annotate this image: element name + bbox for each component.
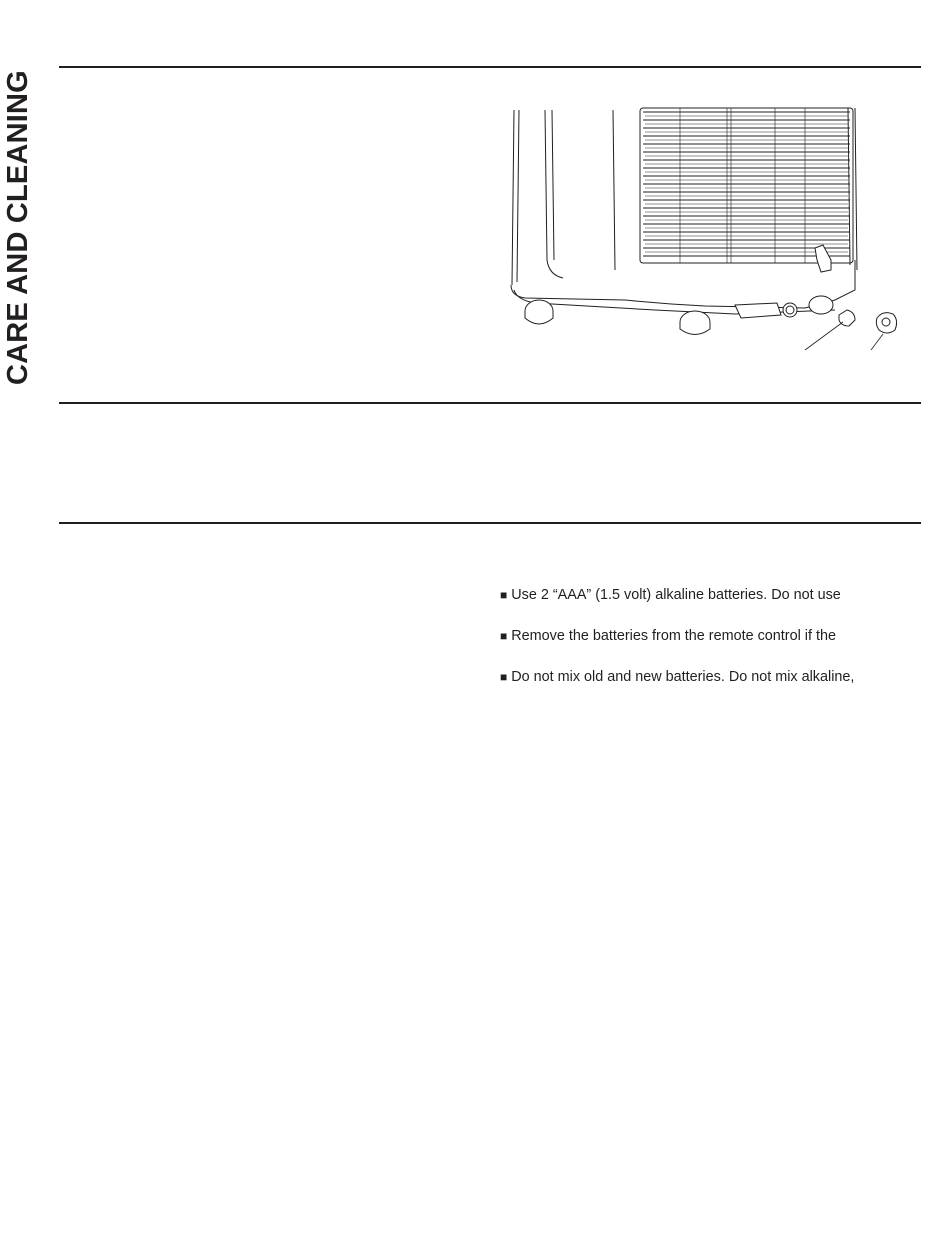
bullet-text: Remove the batteries from the remote control if the — [511, 628, 836, 644]
bullet-item — [500, 667, 930, 708]
latch — [815, 245, 831, 272]
bullet-square-icon: ■ — [500, 588, 508, 602]
bullet-item — [500, 585, 930, 626]
section-title: CARE AND CLEANING — [2, 70, 34, 385]
callout-lines — [805, 322, 883, 350]
bullet-item — [500, 626, 930, 667]
lower-divider — [59, 522, 921, 524]
section-title-vertical — [2, 30, 34, 385]
drain-port — [735, 303, 797, 318]
top-divider — [59, 66, 921, 68]
bullet-square-icon: ■ — [500, 629, 508, 643]
bullet-square-icon: ■ — [500, 670, 508, 684]
air-conditioner-drain-figure — [505, 100, 905, 355]
battery-bullet-list — [500, 585, 930, 708]
grille — [640, 108, 853, 263]
bullet-text: Use 2 “AAA” (1.5 volt) alkaline batteries. Do not use — [511, 587, 841, 603]
middle-divider — [59, 402, 921, 404]
bullet-text: Do not mix old and new batteries. Do not mix alkaline, — [511, 669, 855, 685]
drain-cap — [876, 313, 896, 333]
